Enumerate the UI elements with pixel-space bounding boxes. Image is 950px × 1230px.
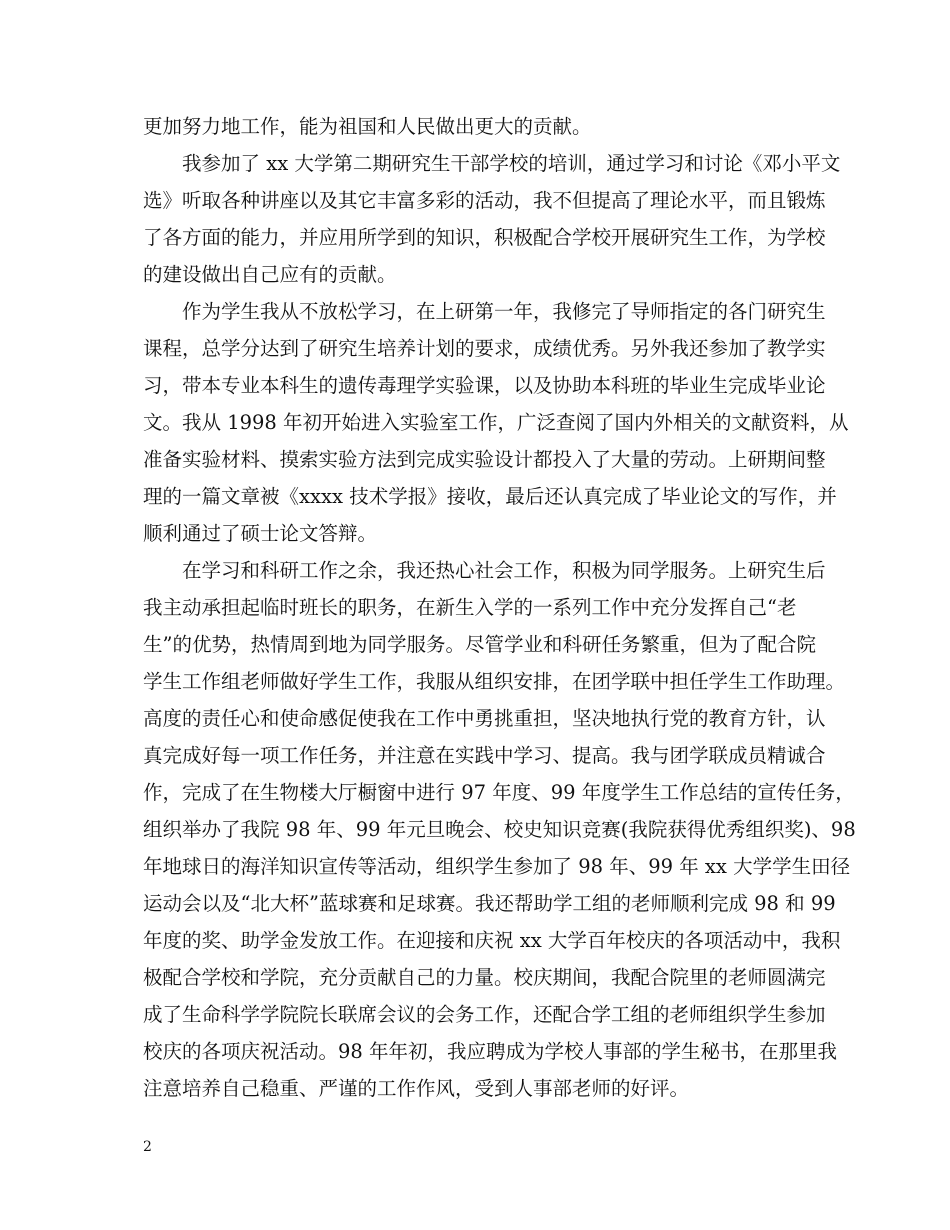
text-line: 选》听取各种讲座以及其它丰富多彩的活动，我不但提高了理论水平，而且锻炼: [143, 189, 826, 212]
text-line: 的建设做出自己应有的贡献。: [143, 263, 397, 286]
text-line: 运动会以及“北大杯”蓝球赛和足球赛。我还帮助学工组的老师顺利完成 98 和 99: [143, 892, 836, 915]
text-line: 校庆的各项庆祝活动。98 年年初，我应聘成为学校人事部的学生秘书，在那里我: [143, 1040, 838, 1063]
text-line: 生”的优势，热情周到地为同学服务。尽管学业和科研任务繁重，但为了配合院: [143, 633, 816, 656]
text-line: 了各方面的能力，并应用所学到的知识，积极配合学校开展研究生工作，为学校: [143, 226, 826, 249]
text-line: 作，完成了在生物楼大厅橱窗中进行 97 年度、99 年度学生工作总结的宣传任务，: [143, 781, 855, 804]
text-line: 我主动承担起临时班长的职务，在新生入学的一系列工作中充分发挥自己“老: [143, 596, 797, 619]
text-line: 极配合学校和学院，充分贡献自己的力量。校庆期间，我配合院里的老师圆满完: [143, 966, 826, 989]
text-line: 组织举办了我院 98 年、99 年元旦晚会、校史知识竞赛(我院获得优秀组织奖)、98: [143, 818, 856, 841]
text-line: 在学习和科研工作之余，我还热心社会工作，积极为同学服务。上研究生后: [143, 559, 826, 582]
text-line: 年地球日的海洋知识宣传等活动，组织学生参加了 98 年、99 年 xx 大学学生田径: [143, 855, 851, 878]
page-number: 2: [143, 1139, 152, 1155]
text-line: 高度的责任心和使命感促使我在工作中勇挑重担，坚决地执行党的教育方针，认: [143, 707, 826, 730]
text-line: 真完成好每一项工作任务，并注意在实践中学习、提高。我与团学联成员精诚合: [143, 744, 826, 767]
text-line: 准备实验材料、摸索实验方法到完成实验设计都投入了大量的劳动。上研期间整: [143, 448, 826, 471]
text-line: 作为学生我从不放松学习，在上研第一年，我修完了导师指定的各门研究生: [143, 300, 826, 323]
text-line: 理的一篇文章被《xxxx 技术学报》接收，最后还认真完成了毕业论文的写作，并: [143, 485, 837, 508]
text-line: 年度的奖、助学金发放工作。在迎接和庆祝 xx 大学百年校庆的各项活动中，我积: [143, 929, 841, 952]
text-line: 成了生命科学学院院长联席会议的会务工作，还配合学工组的老师组织学生参加: [143, 1003, 826, 1026]
text-line: 课程，总学分达到了研究生培养计划的要求，成绩优秀。另外我还参加了教学实: [143, 337, 826, 360]
text-line: 文。我从 1998 年初开始进入实验室工作，广泛查阅了国内外相关的文献资料，从: [143, 411, 849, 434]
text-line: 学生工作组老师做好学生工作，我服从组织安排，在团学联中担任学生工作助理。: [143, 670, 846, 693]
text-line: 顺利通过了硕士论文答辩。: [143, 522, 378, 545]
text-line: 注意培养自己稳重、严谨的工作作风，受到人事部老师的好评。: [143, 1077, 690, 1100]
text-line: 更加努力地工作，能为祖国和人民做出更大的贡献。: [143, 115, 592, 138]
text-line: 习，带本专业本科生的遗传毒理学实验课，以及协助本科班的毕业生完成毕业论: [143, 374, 826, 397]
text-line: 我参加了 xx 大学第二期研究生干部学校的培训，通过学习和讨论《邓小平文: [143, 152, 841, 175]
